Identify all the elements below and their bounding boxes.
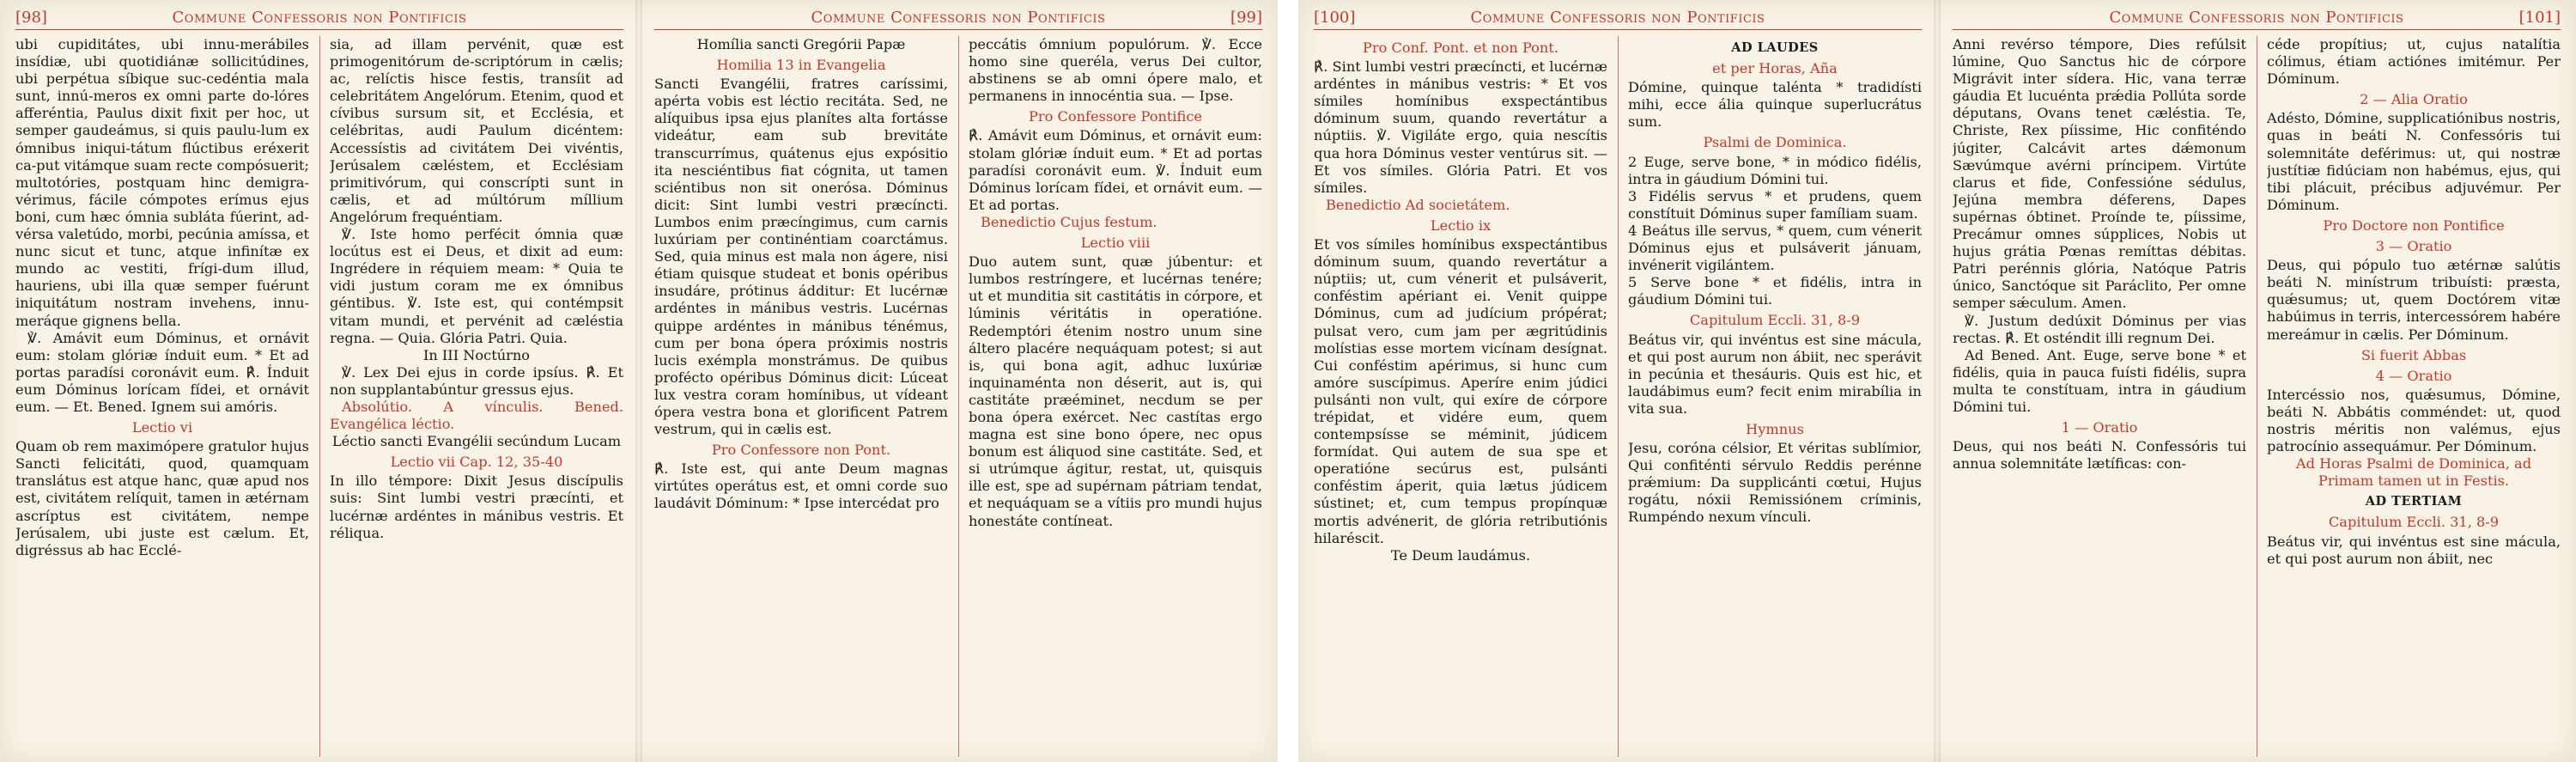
te-deum: Te Deum laudámus. [1390,546,1531,564]
rubric-heading: Pro Confessore non Pont. [711,442,891,459]
lesson-text: Duo autem sunt, quæ júbentur: et lumbos restríngere, et lucérnas tenére; ut et munditia sit castitátis in córpore, et lúminis véritátis in operatióne. Redemptóri étenim nostro unum sine áltero placére nequáquam potest; si aut is, qui bona agit, adhuc luxúriæ inquinaménta non déserit, aut is, qui castitáte præéminet, necdum se per bona ópera exércet. Nec castítas ergo magna est sine bono ópere, nec opus bonum est áliquod sine castitáte. Sed, et si utrúmque ágitur, restat, ut, quisquis ille est, spe ad supérnam pátriam tendat, et nequáquam se a vítiis pro mundi hujus honestáte contíneat. [969,253,1262,529]
hymn-text: Anni revérso témpore, Dies refúlsit lúmine, Quo Sanctus hic de córpore Migrávit inter sídera. Hic, vana terræ gáudia Et lucuénta prǽdia Pollúta sorde députans, Ovans tenet cæléstia. Te, Christe, Rex píissime, Hic confiténdo júgiter, Calcávit artes dǽmonum Sævúmque avérni príncipem. Virtúte clarus et fide, Confessióne sédulus, Jejúna membra déferens, Dapes supérnas óbtinet. Proínde te, píissime, Precámur omnes súpplices, Nobis ut hujus grátia Pœnas remíttas débitas. Patri perénnis glória, Natóque Patris único, Sanctóque sit Paráclito, Per omne semper sǽculum. Amen. [1953,36,2246,312]
antiphon: 5 Serve bone * et fidélis, intra in gáudium Dómini tui. [1628,274,1922,308]
chapter-text: Beátus vir, qui invéntus est sine mácula, et qui post aurum non ábiit, nec sperávit in pecúnia et thesáuris. Quis est hic, et laudábimus eum? fecit enim mirabília in vita sua. [1628,331,1922,417]
right-spread [1298,0,2576,762]
column-right [2267,36,2561,757]
oratio-text: Deus, qui nos beáti N. Confessóris tui annua solemnitáte lætíficas: con- [1953,438,2246,472]
absolution: Absolútio. A vínculis. Bened. Evangélica léctio. [330,398,623,433]
running-title: Commune Confessoris non Pontificis [811,9,1106,27]
responsory: ℟. Iste est, qui ante Deum magnas virtútes operátus est, et omni corde suo laudávit Dóminum: * Ipse intercédat pro [654,460,948,512]
page-100 [1302,0,1934,762]
column-right [330,36,623,757]
benediction: Benedictio Cujus festum. [981,213,1157,230]
oratio-heading: 3 — Oratio [2375,238,2452,255]
chapter-text: Beátus vir, qui invéntus est sine mácula, et qui post aurum non ábiit, nec [2267,533,2561,567]
hymn-text: Jesu, coróna célsior, Et véritas sublímior, Qui confiténti sérvulo Reddis perénne prǽmium: Da supplicánti cœtui, Hujus rogátu, nóxii Remissiónem críminis, Rumpéndo nexum vínculi. [1628,440,1922,526]
antiphon-heading: et per Horas, Aña [1712,60,1838,77]
lesson-heading: Lectio vi [131,419,193,436]
responsory: ℣. Iste homo perfécit ómnia quæ locútus est ei Deus, et dixit ad eum: Ingrédere in réquiem meam: * Quia te vidi justum coram me ex ómnibus géntibus. ℣. Iste est, qui contémpsit vitam mundi, et pervénit ad cæléstia regna. — Quia. Glória Patri. Quia. [330,226,623,346]
lesson-heading: Lectio ix [1430,216,1492,234]
page-98 [3,0,635,762]
running-title: Commune Confessoris non Pontificis [2109,9,2404,27]
column-left [15,36,309,757]
homily-heading: Homília sancti Gregórii Papæ [696,36,906,52]
gospel-heading: Léctio sancti Evangélii secúndum Lucam [331,433,622,450]
page-number: [99] [1230,9,1262,27]
lesson-text: Sancti Evangélii, fratres caríssimi, apérta vobis est léctio recitáta. Sed, ne alíquibus ipsa ejus planítes alta fortásse videátur, eam sub brevitáte transcurrímus, quátenus ejus expósitio ita nesciéntibus fiat cógnita, ut tamen sciéntibus non sit onerósa. Dóminus dicit: Sint lumbi vestri præcíncti. Lumbos enim præcíngimus, cum carnis luxúriam per continéntiam coarctámus. Sed, quia minus est mala non ágere, nisi étiam quisque studeat et bonis opéribus insudáre, prótinus ádditur: Et lucérnæ ardéntes in mánibus vestris. Lucérnas quippe ardéntes in mánibus ténémus, cum per bona ópera próximis nostris lucis exémpla monstrámus. De quibus profécto opéribus Dóminus dicit: Lúceat lux vestra coram homínibus, ut vídeant ópera vestra bona et glorificent Patrem vestrum, qui in cælis est. [654,76,948,438]
responsory: ℟. Sint lumbi vestri præcíncti, et lucérnæ ardéntes in mánibus vestris: * Et vos símiles homínibus exspectántibus dóminum suum, quando revertátur a núptiis. ℣. Vigiláte ergo, quia nescítis qua hora Dóminus vester ventúrus sit. — Et vos símiles. Glória Patri. Et vos símiles. [1314,58,1607,196]
rubric-heading: Si fuerit Abbas [2360,346,2467,363]
antiphon: 2 Euge, serve bone, * in módico fidélis, intra in gáudium Dómini tui. [1628,153,1922,187]
page-number: [101] [2518,9,2561,27]
lesson-text: Et vos símiles homínibus exspectántibus dóminum suum, quando revertátur a núptiis; ut, cum vénerit et pulsáverit, conféstim apériant ei. Venit quippe Dóminus, cum ad judícium própérat; pulsat vero, cum jam per ægritúdinis molístias esse mortem vicínam desígnat. Cui conféstim apérimus, si hunc cum amóre suscípimus. Aperíre enim júdici pulsánti non vult, qui exíre de córpore trépidat, et vidére eum, quem contempsísse se méminit, júdicem formídat. Qui autem de sua spe et operatióne secúrus est, pulsánti conféstim áperit, quia lætus júdicem sústinet; et, cum tempus propínquæ mortis advénerit, de glória retributiónis hilaréscit. [1314,236,1607,546]
gutter [1934,0,1941,762]
antiphon: 4 Beátus ille servus, * quem, cum vénerit Dóminus ejus et pulsáverit jánuam, invénerit vigilántem. [1628,222,1922,274]
paragraph: ubi cupiditátes, ubi innu-merábiles insídiæ, ubi quotidiánæ sollicitúdines, ubi perpétua síbique suc-cedéntia mala sunt, innú-meros ex omni parte do-lóres afferéntia, Paulus dixit fixit per hoc, ut semper gaudeámus, si quis paulu-lum ex ómnibus iniqui-tátum flúctibus eréxerit ca-put vitámque suam recte compósuerit; multotóries, postquam hinc demigra-vérimus, fácile cómpotes erímus ejus boni, cum hæc ómnia subláta fúerint, ad-vérsa valetúdo, morbi, pecúnia amíssa, et nunc sicut et tunc, atque infinítæ ex mundo ac vestiti, frígi-dum illud, hauriens, ubi illa quæ semper fuérunt iniquitátum nostram invehens, innu-meráque gignens bella. [15,36,309,329]
chapter-heading: Capitulum Eccli. 31, 8-9 [2328,514,2500,531]
rubric-heading: Pro Conf. Pont. et non Pont. [1362,40,1558,56]
column-left [1314,36,1607,757]
page-header [1953,7,2561,30]
gutter [635,0,642,762]
responsory: ℣. Amávit eum Dóminus, et ornávit eum: stolam glóriæ índuit eum. * Et ad portas paradísi coronávit eum. ℟. Índuit eum Dóminus lorícam fídei, et ornávit eum. — Et. Bened. Ignem sui amóris. [15,329,309,415]
lesson-heading: Lectio vii Cap. 12, 35-40 [390,454,563,471]
hour-heading: AD TERTIAM [2365,494,2463,509]
rubric-heading: Pro Doctore non Pontifice [2323,216,2505,234]
oratio-text: Intercéssio nos, quǽsumus, Dómine, beáti N. Abbátis comméndet: ut, quod nostris méritis non valémus, ejus patrocínio assequámur. Per Dóminum. [2267,386,2561,455]
running-title: Commune Confessoris non Pontificis [1470,9,1765,27]
oratio-heading: 2 — Alia Oratio [2360,91,2468,108]
oratio-heading: 4 — Oratio [2375,367,2452,384]
responsory: ℟. Amávit eum Dóminus, et ornávit eum: stolam glóriæ índuit eum. * Et ad portas paradísi coronávit eum. ℣. Índuit eum Dóminus lorícam fídei, et ornávit eum. — Et ad portas. [969,127,1262,213]
hour-heading: AD LAUDES [1731,40,1819,55]
oratio-text: Deus, qui pópulo tuo ætérnæ salútis beáti N. minístrum tribuísti: præsta, quǽsumus; ut, quem Doctórem vitæ habúimus in terris, intercessórem habére mereámur in cælis. Per Dóminum. [2267,257,2561,343]
rubric-heading: Pro Confessore Pontifice [1028,108,1202,125]
oratio-heading: 1 — Oratio [2061,419,2138,436]
antiphon: Dómine, quinque talénta * tradidísti mihi, ecce ália quinque superlucrátus sum. [1628,79,1922,131]
page-99 [642,0,1274,762]
versicle: ℣. Lex Dei ejus in corde ipsíus. ℟. Et non supplantabúntur gressus ejus. [330,363,623,398]
versicle: ℣. Justum dedúxit Dóminus per vias rectas. ℟. Et osténdit illi regnum Dei. [1953,312,2246,346]
lesson-heading: Lectio viii [1080,235,1151,252]
antiphon: Ad Bened. Ant. Euge, serve bone * et fidélis, quia in pauca fuísti fidélis, supra multa te constítuam, intra in gáudium Dómini tui. [1953,346,2246,415]
oratio-text: Adésto, Dómine, supplicatiónibus nostris, quas in beáti N. Confessóris tui solemnitáte deférimus: ut, qui nostræ justítiæ fidúciam non habémus, ejus, qui tibi plácuit, précibus adjuvémur. Per Dóminum. [2267,110,2561,213]
nocturn-heading: In III Noctúrno [422,346,531,363]
page-header [15,7,623,30]
column-right [969,36,1262,757]
page-number: [100] [1314,9,1356,27]
page-number: [98] [15,9,47,27]
rubric: Ad Horas Psalmi de Dominica, ad Primam tamen ut in Festis. [2295,455,2532,490]
benediction: Benedictio Ad societátem. [1326,196,1510,213]
psalm-rubric: Psalmi de Dominica. [1703,134,1847,151]
hymn-heading: Hymnus [1746,420,1804,437]
oratio-text: céde propítius; ut, cujus natalítia cólimus, étiam actiónes imitémur. Per Dóminum. [2267,36,2561,88]
paragraph: peccátis ómnium populórum. ℣. Ecce homo sine queréla, verus Dei cultor, abstinens se ab omni ópere malo, et permanens in innocéntia sua. — Ipse. [969,36,1262,105]
column-right [1628,36,1922,757]
page-header [654,7,1262,30]
column-left [1953,36,2246,757]
antiphon: 3 Fidélis servus * et prudens, quem constítuit Dóminus super famíliam suam. [1628,187,1922,222]
left-spread [0,0,1278,762]
paragraph: sia, ad illam pervénit, quæ est primogenitórum de-scriptórum in cælis; ac, relíctis hisce festis, transíit ad celebritátem Angelórum. Etenim, quod et cívibus sursum sit, et Ecclésia, et celébritas, audi Paulum dicéntem: Accessístis ad civitátem Dei vivéntis, Jerúsalem cæléstem, et Ecclésiam primitivórum, qui conscrípti sunt in cælis, et ad múltórum míllium Angelórum frequéntiam. [330,36,623,225]
page-101 [1941,0,2573,762]
chapter-heading: Capitulum Eccli. 31, 8-9 [1689,312,1861,329]
column-left [654,36,948,757]
lesson-text: In illo témpore: Dixit Jesus discípulis suis: Sint lumbi vestri præcínti, et lucérnæ ardéntes in mánibus vestris. Et réliqua. [330,472,623,541]
page-header [1314,7,1922,30]
lesson-text: Quam ob rem maximópere gratulor hujus Sancti felicitáti, quod, quamquam translátus est atque hanc, quæ apud nos est, civitátem relíquit, tamen in ætérnam ascríptus est civitátem, nempe Jerúsalem, ubi juste est cælum. Et, digréssus ab hac Ecclé- [15,438,309,558]
homily-reference: Homilia 13 in Evangelia [716,57,886,74]
running-title: Commune Confessoris non Pontificis [172,9,467,27]
